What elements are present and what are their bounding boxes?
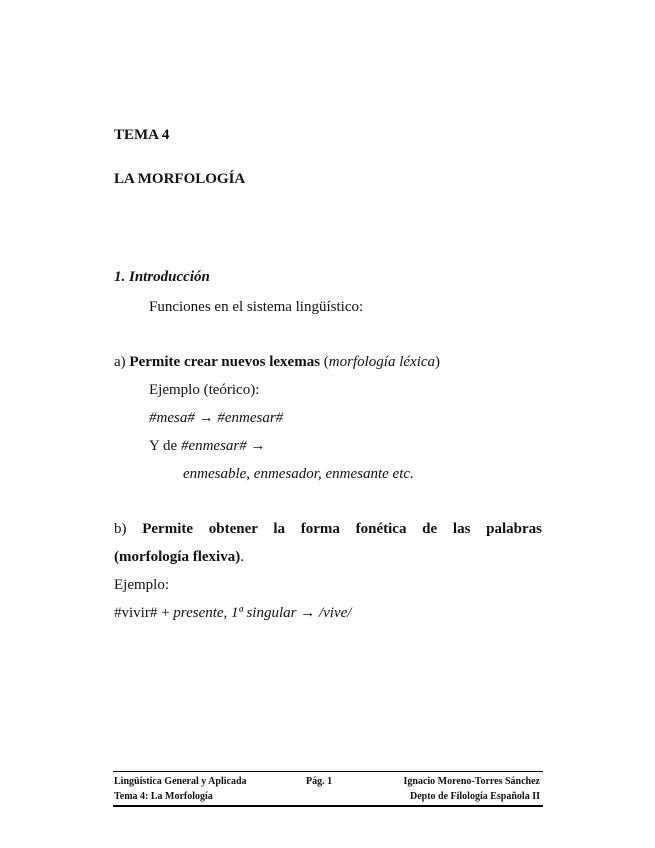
point-b-example (114, 605, 351, 622)
point-b-bold-line2: (morfología flexiva) (114, 549, 241, 565)
point-a-paren-open: ( (320, 354, 329, 370)
point-a-prefix: a) (114, 354, 130, 370)
footer-page-number: Pág. 1 (306, 776, 333, 787)
section-heading: 1. Introducción (114, 269, 210, 285)
point-b-example-plain: #vivir# + (114, 605, 174, 621)
point-a-bold: Permite crear nuevos lexemas (129, 354, 321, 370)
point-a-line2-italic: #enmesar# (180, 438, 247, 454)
point-b-example-arrow: → /vive/ (296, 605, 352, 621)
footer-right-bottom: Depto de Filología Española II (409, 791, 540, 802)
point-a (114, 354, 440, 371)
page-title: LA MORFOLOGÍA (114, 171, 246, 187)
point-b-example-label: Ejemplo: (114, 577, 169, 593)
point-a-example-label: Ejemplo (teórico): (149, 382, 260, 398)
footer-bottom-rule (113, 805, 543, 807)
footer-left-bottom: Tema 4: La Morfología (114, 791, 213, 802)
point-a-paren-close: ) (435, 354, 441, 370)
point-b-line1 (114, 521, 542, 538)
point-b-prefix: b) (114, 521, 143, 537)
footer-top-rule (113, 771, 543, 772)
point-b-line2 (114, 549, 244, 566)
point-b-bold-line1: Permite obtener la forma fonética de las palabras (142, 521, 542, 537)
point-a-example-line3: enmesable, enmesador, enmesante etc. (183, 466, 414, 482)
point-b-period: . (240, 549, 244, 565)
point-a-example-line2 (149, 438, 266, 455)
point-a-italic: morfología léxica (328, 354, 436, 370)
point-a-line2-prefix: Y de (149, 438, 181, 454)
point-a-line2-arrow: → (246, 438, 266, 454)
footer-left-top: Lingüística General y Aplicada (114, 776, 247, 787)
point-b-example-italic: presente, 1ª singular (173, 605, 297, 621)
point-a-example-line1: #mesa# → #enmesar# (149, 410, 284, 426)
tema-number: TEMA 4 (114, 127, 170, 143)
intro-text: Funciones en el sistema lingüístico: (149, 299, 364, 315)
footer-right-top: Ignacio Moreno-Torres Sánchez (403, 776, 540, 787)
